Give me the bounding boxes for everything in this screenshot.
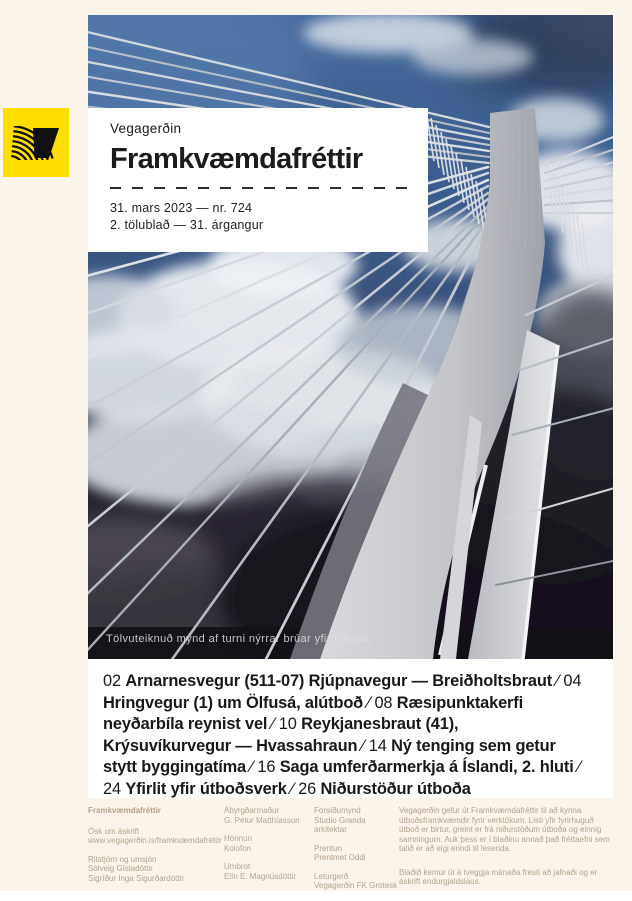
footer-group <box>224 806 314 825</box>
logo-v-glyph <box>3 108 69 177</box>
footer-line: Prentmet Oddi <box>314 853 366 862</box>
page-title: Framkvæmdafréttir <box>110 143 363 175</box>
toc-entry-title: Hringvegur (1) um Ölfusá, alútboð <box>103 693 364 712</box>
footer-line: G. Pétur Matthíasson <box>224 815 300 825</box>
footer-col-subscription <box>88 806 224 901</box>
toc-separator: ⁄ <box>267 715 279 733</box>
toc-entry-title: Reykjanesbraut (41), Krýsuvíkurvegur — Hvassahraun <box>103 715 459 755</box>
vegagerdin-logo-icon <box>3 108 69 177</box>
footer-line: Ritstjórn og umsjón <box>88 854 157 864</box>
issue-info <box>110 200 428 234</box>
toc-page-number: 26 <box>298 779 321 798</box>
footer-line: Sigríður Inga Sigurðardóttir <box>88 873 185 883</box>
footer-group <box>224 862 314 881</box>
toc-separator: ⁄ <box>552 672 564 690</box>
toc-entry-title: Yfirlit yfir útboðsverk <box>125 779 287 798</box>
toc-page-number: 10 <box>278 715 302 733</box>
subscription-url[interactable]: www.vegagerðin.is/framkvæmdafréttir <box>88 836 222 845</box>
footer-col-production <box>314 806 399 901</box>
footer-line: Elín E. Magnúsdóttir <box>224 871 297 881</box>
toc-separator: ⁄ <box>246 758 258 776</box>
issue-line: 2. tölublað — 31. árgangur <box>110 218 264 232</box>
toc-entry-title: Ný tenging sem getur stytt byggingatíma <box>103 736 556 776</box>
toc-entry-title: Niðurstöður útboða <box>320 779 471 798</box>
footer-line: Prentun <box>314 843 343 853</box>
footer-line: arkitektar <box>314 825 347 834</box>
footer-line: Vegagerðin FK Grotesk <box>314 881 398 890</box>
footer-col-staff <box>224 806 314 901</box>
footer-group <box>88 855 224 884</box>
toc-page-number: 02 <box>103 672 126 690</box>
footer-about-paragraph: Vegagerðin gefur út Framkvæmdafréttir til að kynna útboðsframkvæmdir fyrir verktökum. Listi yfir fyrirhuguð útboð er birtur, greint er frá niðurstöðum útboða og einnig samningum. Auk þess er í blaðinu annað það fréttaefni sem talið er að eigi erindi til lesenda. <box>399 806 610 853</box>
table-of-contents <box>103 671 585 800</box>
footer-about-paragraph: Blaðið kemur út á tveggja mánaða fresti að jafnaði og er áskrift endurgjaldslaus. <box>399 867 598 886</box>
footer-col-about <box>399 806 613 901</box>
footer-group <box>224 834 314 853</box>
toc-page-number: 24 <box>103 779 126 798</box>
toc-separator: ⁄ <box>357 736 369 755</box>
footer-line: Umbrot <box>224 862 251 871</box>
publisher-name: Vegagerðin <box>110 121 182 136</box>
footer-line: Kolofon <box>224 843 252 853</box>
toc-page-number: 16 <box>257 758 280 776</box>
toc-entry-title: Arnarnesvegur (511-07) Rjúpnavegur — Breiðholtsbraut <box>125 672 552 690</box>
footer-group <box>88 827 224 846</box>
toc-page-number: 14 <box>368 736 392 755</box>
footer-line: Hönnun <box>224 834 253 843</box>
footer-line: Studio Granda <box>314 815 366 825</box>
photo-caption: Tölvuteiknuð mynd af turni nýrrar brúar yfir Ölfusá. <box>106 633 372 645</box>
toc-entry-title: Saga umferðarmerkja á Íslandi, 2. hluti <box>279 758 574 776</box>
footer-group <box>314 872 399 891</box>
contents-section <box>88 659 613 798</box>
dashed-rule <box>110 187 416 189</box>
masthead-box <box>88 108 428 252</box>
toc-separator: ⁄ <box>363 693 375 712</box>
footer-line: Ábyrgðarmaður <box>224 806 280 815</box>
toc-page-number: 08 <box>374 693 397 712</box>
toc-page-number: 04 <box>563 672 582 690</box>
footer-line: Ósk um áskrift <box>88 826 140 836</box>
footer-line: Sólveig Gísladóttir <box>88 864 153 873</box>
toc-entry-title: Ræsipunktakerfi neyðarbíla reynist vel <box>103 693 523 733</box>
footer-group <box>314 844 399 863</box>
footer <box>88 806 613 901</box>
date-line: 31. mars 2023 — nr. 724 <box>110 201 253 215</box>
cover-photo <box>88 15 613 659</box>
footer-group <box>314 806 399 835</box>
footer-line: Forsíðumynd <box>314 806 361 815</box>
footer-title: Framkvæmdafréttir <box>88 806 161 815</box>
toc-separator: ⁄ <box>286 779 299 798</box>
footer-line: Leturgerð <box>314 871 349 881</box>
toc-separator: ⁄ <box>573 758 581 776</box>
